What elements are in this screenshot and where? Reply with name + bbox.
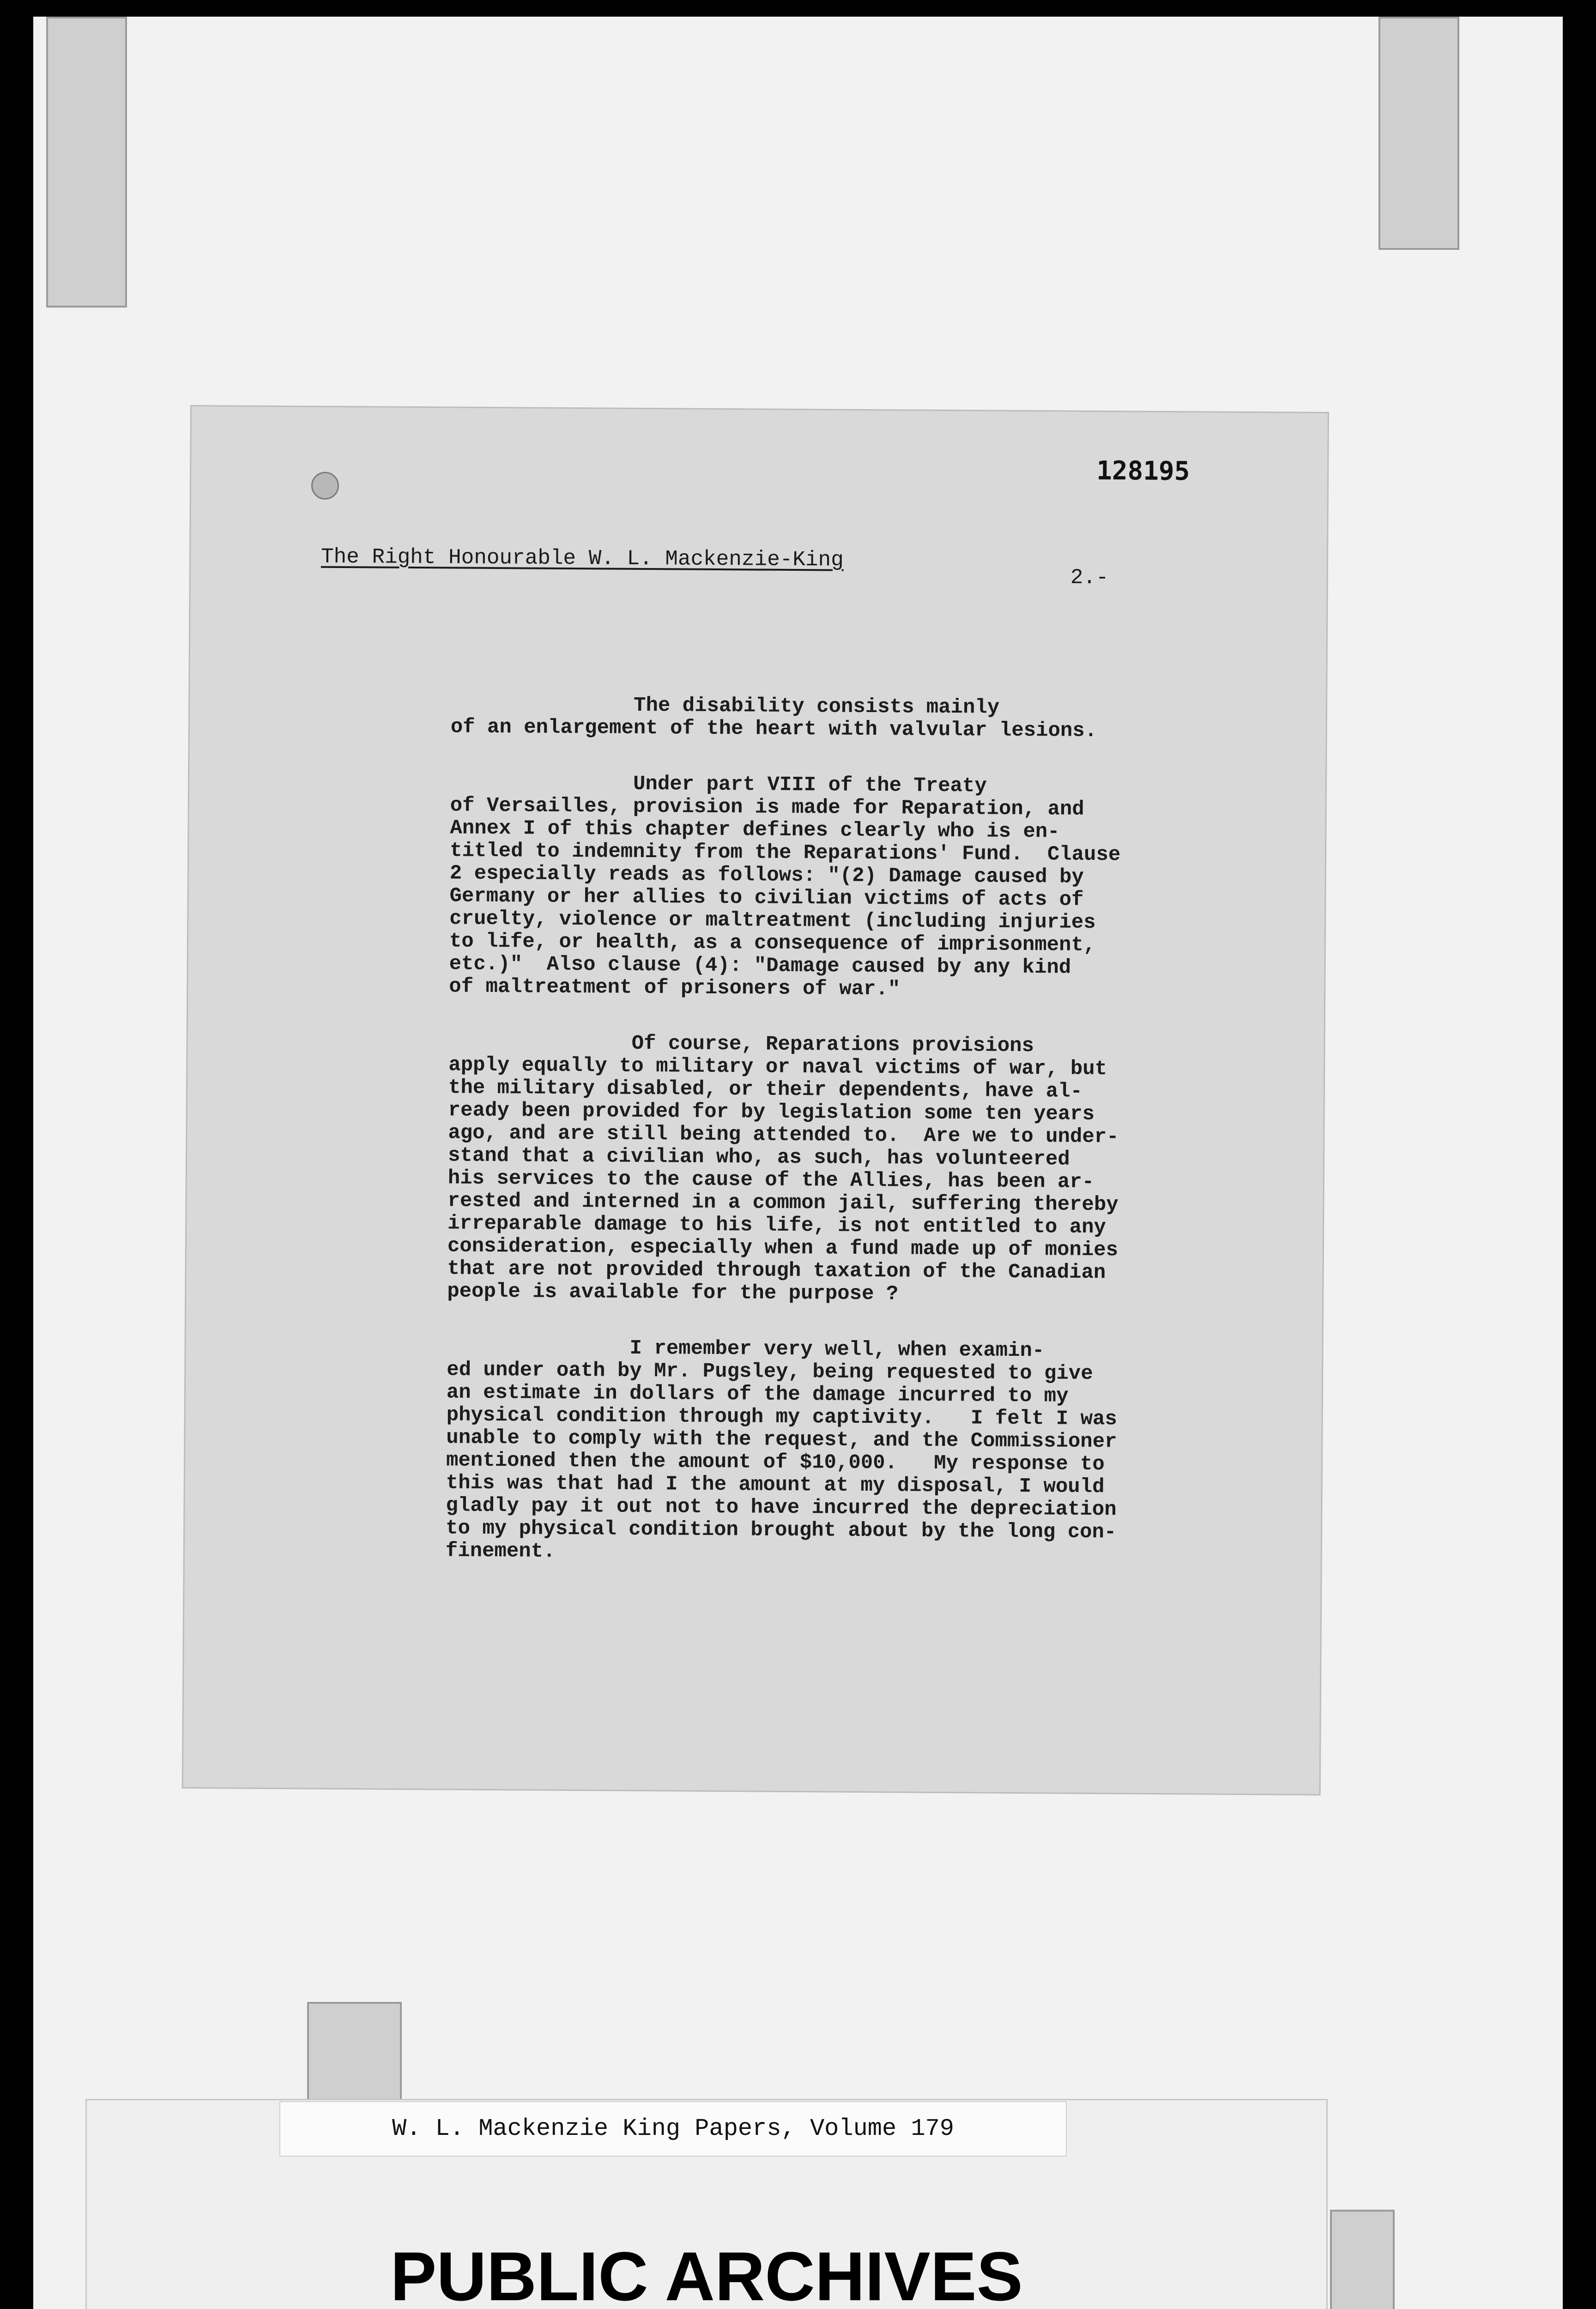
tape-strip-top-left (46, 17, 127, 308)
collection-volume-line: W. L. Mackenzie King Papers, Volume 179 (392, 2115, 954, 2142)
volume-strip (279, 2101, 1067, 2157)
paragraph-testimony: I remember very well, when examin- ed under oath by Mr. Pugsley, being requested to give an estimate in dollars of the damage incurred to my physical condition through my captivity. I felt I was unable to comply with the request, and the Commissioner mentioned then the amount of $10,000. My response to this was that had I the amount at my disposal, I would gladly pay it out not to have incurred the depreciation to my physical condition brought about by the long con- finement. (445, 1336, 1118, 1563)
letter-page-indicator: 2.- (1070, 565, 1109, 590)
letter-body (445, 693, 1227, 1600)
paragraph-treaty: Under part VIII of the Treaty of Versailles, provision is made for Reparation, and Annex I of this chapter defines clearly who is en- titled to indemnity from the Reparations' Fund. Clause 2 especially reads as follows: "(2) Damage caused by Germany or her allies to civilian victims of acts of cruelty, violence or maltreatment (including injuries to life, or health, as a consequence of imprisonment, etc.)" Also clause (4): "Damage caused by any kind of maltreatment of prisoners of war." (449, 771, 1121, 1001)
archives-name-english: PUBLIC ARCHIVES (390, 2237, 1023, 2309)
letter-recipient-header: The Right Honourable W. L. Mackenzie-King (320, 544, 844, 572)
letter-page (183, 406, 1328, 1794)
punch-hole (311, 472, 339, 500)
tape-strip-top-right (1378, 17, 1459, 250)
document-page-number: 128195 (1096, 455, 1190, 487)
paragraph-disability: The disability consists mainly of an enlargement of the heart with valvular lesions. (450, 693, 1097, 743)
paragraph-reparations: Of course, Reparations provisions apply equally to military or naval victims of war, but the military disabled, or their dependents, have al- ready been provided for by legislation some ten years ago, and are still being attended to. Are we to under- stand that a civilian who, as such, has volunteered his services to the cause of the Allies, has been ar- rested and interned in a common jail, suffering thereby irreparable damage to his life, is not entitled to any consideration, especially when a fund made up of monies that are not provided through taxation of the Canadian people is available for the purpose ? (447, 1031, 1119, 1306)
tape-strip-bottom-right (1330, 2210, 1395, 2309)
